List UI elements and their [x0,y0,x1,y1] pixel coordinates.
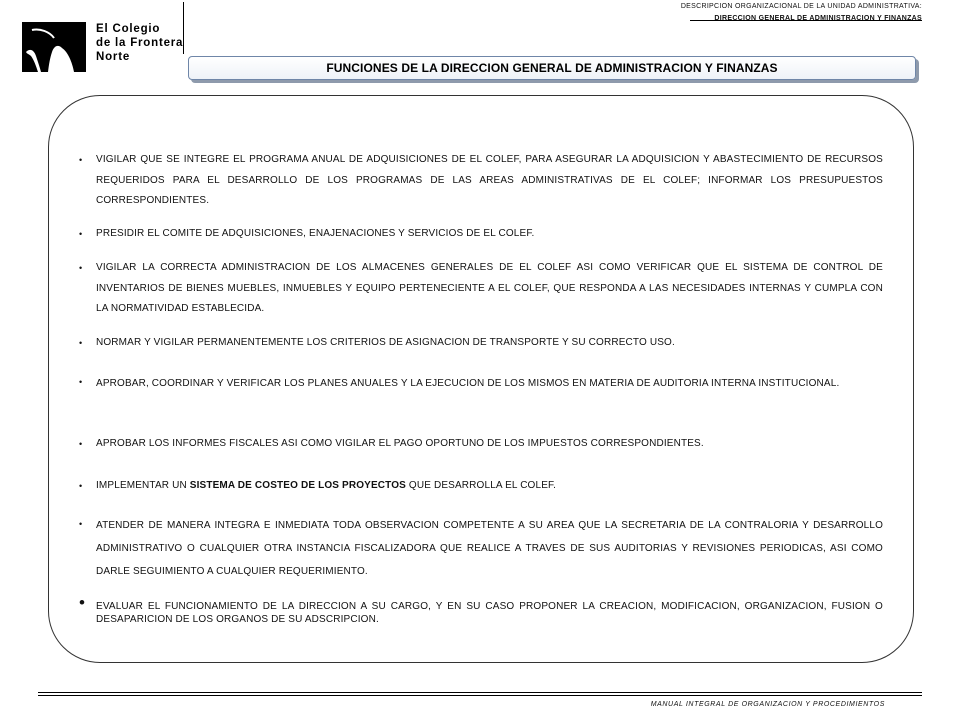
institution-logo-text [96,22,183,64]
function-text-emphasis: SISTEMA DE COSTEO DE LOS PROYECTOS [189,480,406,491]
function-item-7 [79,476,883,497]
bullet: • [79,155,83,165]
function-text: APROBAR LOS INFORMES FISCALES ASI COMO VIGILAR EL PAGO OPORTUNO DE LOS IMPUESTOS CORRESPONDIENTES. [96,438,704,449]
function-item-1 [79,150,883,212]
function-item-4 [79,333,883,354]
function-text: EVALUAR EL FUNCIONAMIENTO DE LA DIRECCION A SU CARGO, Y EN SU CASO PROPONER LA CREACION, MODIFICACION, ORGANIZACION, FUSION O DESAPARICION DE LOS ORGANOS DE SU ADSCRIPCION. [96,601,883,625]
function-text: VIGILAR LA CORRECTA ADMINISTRACION DE LOS ALMACENES GENERALES DE EL COLEF ASI COMO VERIFICAR QUE EL SISTEMA DE CONTROL DE INVENTARIOS DE BIENES MUEBLES, INMUEBLES Y EQUIPO PERTENECIENTE A EL COLEF, QUE RESPONDA A LAS NECESIDADES INTERNAS Y CUMPLA CON LA NORMATIVIDAD ESTABLECIDA. [96,262,883,314]
function-item-5 [79,372,883,395]
function-text: VIGILAR QUE SE INTEGRE EL PROGRAMA ANUAL DE ADQUISICIONES DE EL COLEF, PARA ASEGURAR LA ADQUISICION Y ABASTECIMIENTO DE RECURSOS REQUERIDOS PARA EL DESARROLLO DE LOS PROGRAMAS DE LAS AREAS ADMINISTRATIVAS DE EL COLEF; INFORMAR LOS PRESUPUESTOS CORRESPONDIENTES. [96,154,883,206]
function-text: ATENDER DE MANERA INTEGRA E INMEDIATA TODA OBSERVACION COMPETENTE A SU AREA QUE LA SECRETARIA DE LA CONTRALORIA Y DESARROLLO ADMINISTRATIVO O CUALQUIER OTRA INSTANCIA FISCALIZADORA QUE REALICE A TRAVES DE SUS AUDITORIAS Y REVISIONES PERIODICAS, ASI COMO DARLE SEGUIMIENTO A CUALQUIER REQUERIMIENTO. [96,520,883,577]
function-text-post: QUE DESARROLLA EL COLEF. [406,480,557,491]
footer-rule [38,692,922,693]
bullet: • [79,481,83,491]
logo-line-1: El Colegio [96,23,161,35]
footer-rule [38,695,922,696]
logo-line-2: de la Frontera [96,37,184,49]
footer-manual-title: MANUAL INTEGRAL DE ORGANIZACION Y PROCEDIMIENTOS [650,701,885,708]
section-title-bar [188,56,916,80]
section-title: FUNCIONES DE LA DIRECCION GENERAL DE ADMINISTRACION Y FINANZAS [326,61,778,75]
bullet: • [79,377,83,387]
function-text: NORMAR Y VIGILAR PERMANENTEMENTE LOS CRITERIOS DE ASIGNACION DE TRANSPORTE Y SU CORRECTO USO. [96,337,675,348]
function-text [96,476,883,497]
colef-logo-icon [22,22,86,72]
function-item-6 [79,434,883,455]
header-rule [690,20,922,21]
function-item-8 [79,514,883,583]
function-text: PRESIDIR EL COMITE DE ADQUISICIONES, ENAJENACIONES Y SERVICIOS DE EL COLEF. [96,228,535,239]
unit-name: DIRECCION GENERAL DE ADMINISTRACION Y FINANZAS [714,15,922,22]
function-item-3 [79,258,883,320]
unit-description-label: DESCRIPCION ORGANIZACIONAL DE LA UNIDAD ADMINISTRATIVA: [680,3,922,10]
bullet: • [79,338,83,348]
bullet: • [79,593,86,612]
bullet: • [79,519,83,529]
bullet: • [79,229,83,239]
function-text: APROBAR, COORDINAR Y VERIFICAR LOS PLANES ANUALES Y LA EJECUCION DE LOS MISMOS EN MATERIA DE AUDITORIA INTERNA INSTITUCIONAL. [96,378,840,389]
logo-line-3: Norte [96,51,131,63]
bullet: • [79,439,83,449]
bullet: • [79,263,83,273]
function-item-9 [79,593,883,626]
function-item-2 [79,224,883,245]
function-text-pre: IMPLEMENTAR UN [96,480,190,491]
